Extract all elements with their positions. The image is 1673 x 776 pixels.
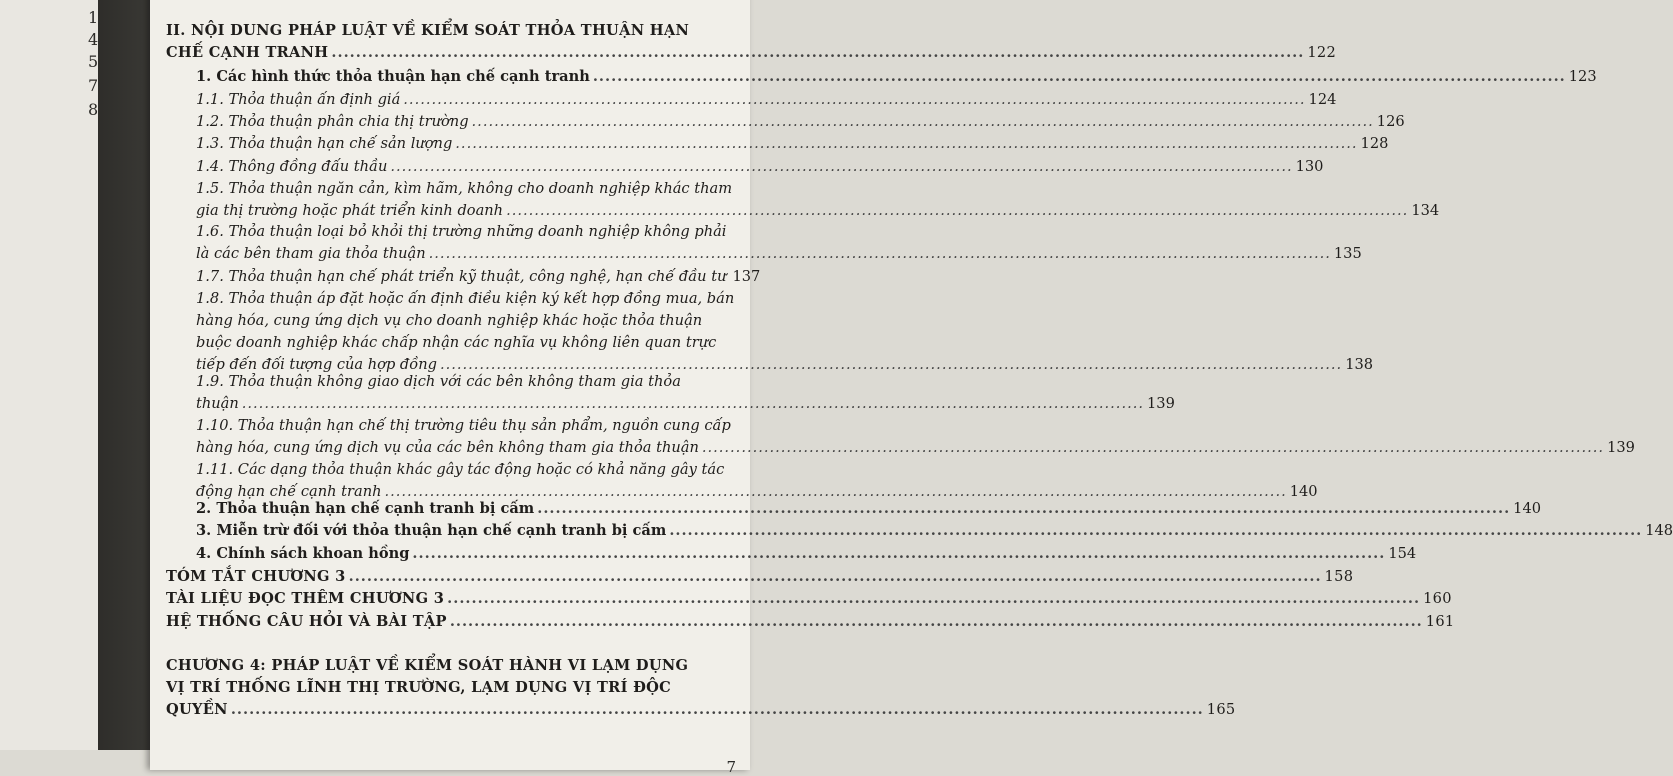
toc-page-number: 158	[1324, 568, 1354, 585]
leader-dots	[472, 111, 1374, 133]
toc-page-number: 128	[1360, 135, 1389, 152]
toc-entry-text: TÓM TẮT CHƯƠNG 3	[166, 568, 346, 585]
margin-number: 5	[88, 52, 99, 71]
toc-entry-text: 4. Chính sách khoan hồng	[196, 545, 410, 562]
toc-entry-text: 1.4. Thông đồng đấu thầu	[196, 158, 388, 175]
toc-entry-text: 1.11. Các dạng thỏa thuận khác gây tác động hoặc có khả năng gây tác	[196, 461, 725, 478]
toc-entry	[196, 371, 1175, 415]
toc-page-number: 135	[1333, 245, 1362, 262]
toc-entry-text: 1.8. Thỏa thuận áp đặt hoặc ấn định điều kiện ký kết hợp đồng mua, bán	[196, 290, 735, 307]
leader-dots	[702, 437, 1604, 459]
toc-entry-text: tiếp đến đối tượng của hợp đồng	[196, 356, 437, 373]
toc-entry-text: 1.6. Thỏa thuận loại bỏ khỏi thị trường những doanh nghiệp không phải	[196, 223, 727, 240]
toc-entry-text: 1.3. Thỏa thuận hạn chế sản lượng	[196, 135, 453, 152]
toc-page-number: 137	[732, 268, 761, 285]
toc-entry	[196, 543, 1417, 565]
margin-number: 8	[88, 100, 99, 119]
toc-page-number: 124	[1308, 91, 1337, 108]
toc-entry-text: HỆ THỐNG CÂU HỎI VÀ BÀI TẬP	[166, 613, 447, 630]
toc-entry	[166, 566, 1354, 588]
toc-page-number: 140	[1513, 500, 1542, 517]
toc-page-number: 140	[1289, 483, 1318, 500]
toc-entry-text: TÀI LIỆU ĐỌC THÊM CHƯƠNG 3	[166, 590, 445, 607]
toc-page-number: 160	[1423, 590, 1452, 607]
toc-entry-text: 1.1. Thỏa thuận ấn định giá	[196, 91, 401, 108]
toc-entry-text: là các bên tham gia thỏa thuận	[196, 245, 426, 262]
toc-entry-text: 1.10. Thỏa thuận hạn chế thị trường tiêu thụ sản phẩm, nguồn cung cấp	[196, 417, 731, 434]
toc-page-number: 123	[1568, 68, 1597, 85]
toc-page-number: 138	[1345, 356, 1374, 373]
toc-entry-text: 1. Các hình thức thỏa thuận hạn chế cạnh tranh	[196, 68, 590, 85]
leader-dots	[506, 200, 1408, 222]
toc-page	[150, 0, 1673, 776]
toc-entry	[196, 520, 1673, 542]
toc-page-number: 139	[1147, 395, 1175, 412]
toc-entry	[196, 66, 1597, 88]
toc-page-number: 134	[1411, 202, 1440, 219]
toc-entry-text: QUYỀN	[166, 701, 228, 718]
toc-page-number: 165	[1206, 701, 1236, 718]
toc-entry	[196, 221, 1362, 265]
toc-entry	[196, 156, 1324, 178]
leader-dots	[455, 133, 1357, 155]
leader-dots	[390, 156, 1292, 178]
toc-entry	[196, 111, 1405, 133]
leader-dots	[447, 588, 1420, 610]
toc-page-number: 126	[1376, 113, 1405, 130]
toc-entry	[196, 89, 1337, 111]
toc-entry-text: hàng hóa, cung ứng dịch vụ của các bên không tham gia thỏa thuận	[196, 439, 699, 456]
toc-page-number: 122	[1307, 44, 1337, 61]
toc-entry-text: hàng hóa, cung ứng dịch vụ cho doanh nghiệp khác hoặc thỏa thuận	[196, 312, 703, 329]
leader-dots	[593, 66, 1566, 88]
margin-number: 7	[88, 76, 99, 95]
leader-dots	[537, 498, 1510, 520]
toc-entry	[196, 415, 1635, 459]
toc-entry	[196, 133, 1389, 155]
toc-entry-text: 1.9. Thỏa thuận không giao dịch với các bên không tham gia thỏa	[196, 373, 681, 390]
toc-entry	[166, 588, 1452, 610]
margin-number: 4	[88, 30, 99, 49]
page-number: 7	[726, 758, 736, 776]
leader-dots	[429, 243, 1331, 265]
toc-entry-text: II. NỘI DUNG PHÁP LUẬT VỀ KIỂM SOÁT THỎA THUẬN HẠN	[166, 22, 690, 39]
toc-entry	[196, 178, 1440, 222]
leader-dots	[349, 566, 1322, 588]
toc-entry	[166, 20, 1337, 64]
toc-page-number: 148	[1645, 522, 1673, 539]
toc-entry-text: CHƯƠNG 4: PHÁP LUẬT VỀ KIỂM SOÁT HÀNH VI LẠM DỤNG	[166, 657, 689, 674]
toc-entry-text: gia thị trường hoặc phát triển kinh doanh	[196, 202, 504, 219]
toc-entry	[196, 288, 1374, 376]
toc-entry	[166, 655, 1236, 721]
toc-page-number: 139	[1607, 439, 1635, 456]
leader-dots	[231, 699, 1204, 721]
toc-entry-text: CHẾ CẠNH TRANH	[166, 44, 329, 61]
leader-dots	[242, 393, 1144, 415]
toc-entry-text: 1.5. Thỏa thuận ngăn cản, kìm hãm, không cho doanh nghiệp khác tham	[196, 180, 733, 197]
margin-number: 1	[88, 8, 99, 27]
leader-dots	[669, 520, 1642, 542]
toc-page-number: 161	[1425, 613, 1455, 630]
toc-page-number: 154	[1388, 545, 1417, 562]
toc-entry-text: 2. Thỏa thuận hạn chế cạnh tranh bị cấm	[196, 500, 535, 517]
toc-entry	[196, 459, 1318, 503]
toc-entry-text: 1.7. Thỏa thuận hạn chế phát triển kỹ thuật, công nghệ, hạn chế đầu tư	[196, 268, 727, 285]
toc-entry-text: buộc doanh nghiệp khác chấp nhận các nghĩa vụ không liên quan trực	[196, 334, 717, 351]
toc-entry	[166, 611, 1455, 633]
toc-entry-text: động hạn chế cạnh tranh	[196, 483, 382, 500]
leader-dots	[331, 42, 1304, 64]
toc-entry-text: 1.2. Thỏa thuận phân chia thị trường	[196, 113, 469, 130]
toc-entry	[196, 498, 1542, 520]
toc-page-number: 130	[1295, 158, 1324, 175]
leader-dots	[450, 611, 1423, 633]
left-page-edge	[0, 0, 98, 750]
toc-entry-text: 3. Miễn trừ đối với thỏa thuận hạn chế cạnh tranh bị cấm	[196, 522, 667, 539]
toc-entry-text: thuận	[196, 395, 239, 412]
toc-entry	[196, 266, 761, 288]
leader-dots	[403, 89, 1305, 111]
toc-entry-text: VỊ TRÍ THỐNG LĨNH THỊ TRƯỜNG, LẠM DỤNG VỊ TRÍ ĐỘC	[166, 679, 672, 696]
leader-dots	[412, 543, 1385, 565]
